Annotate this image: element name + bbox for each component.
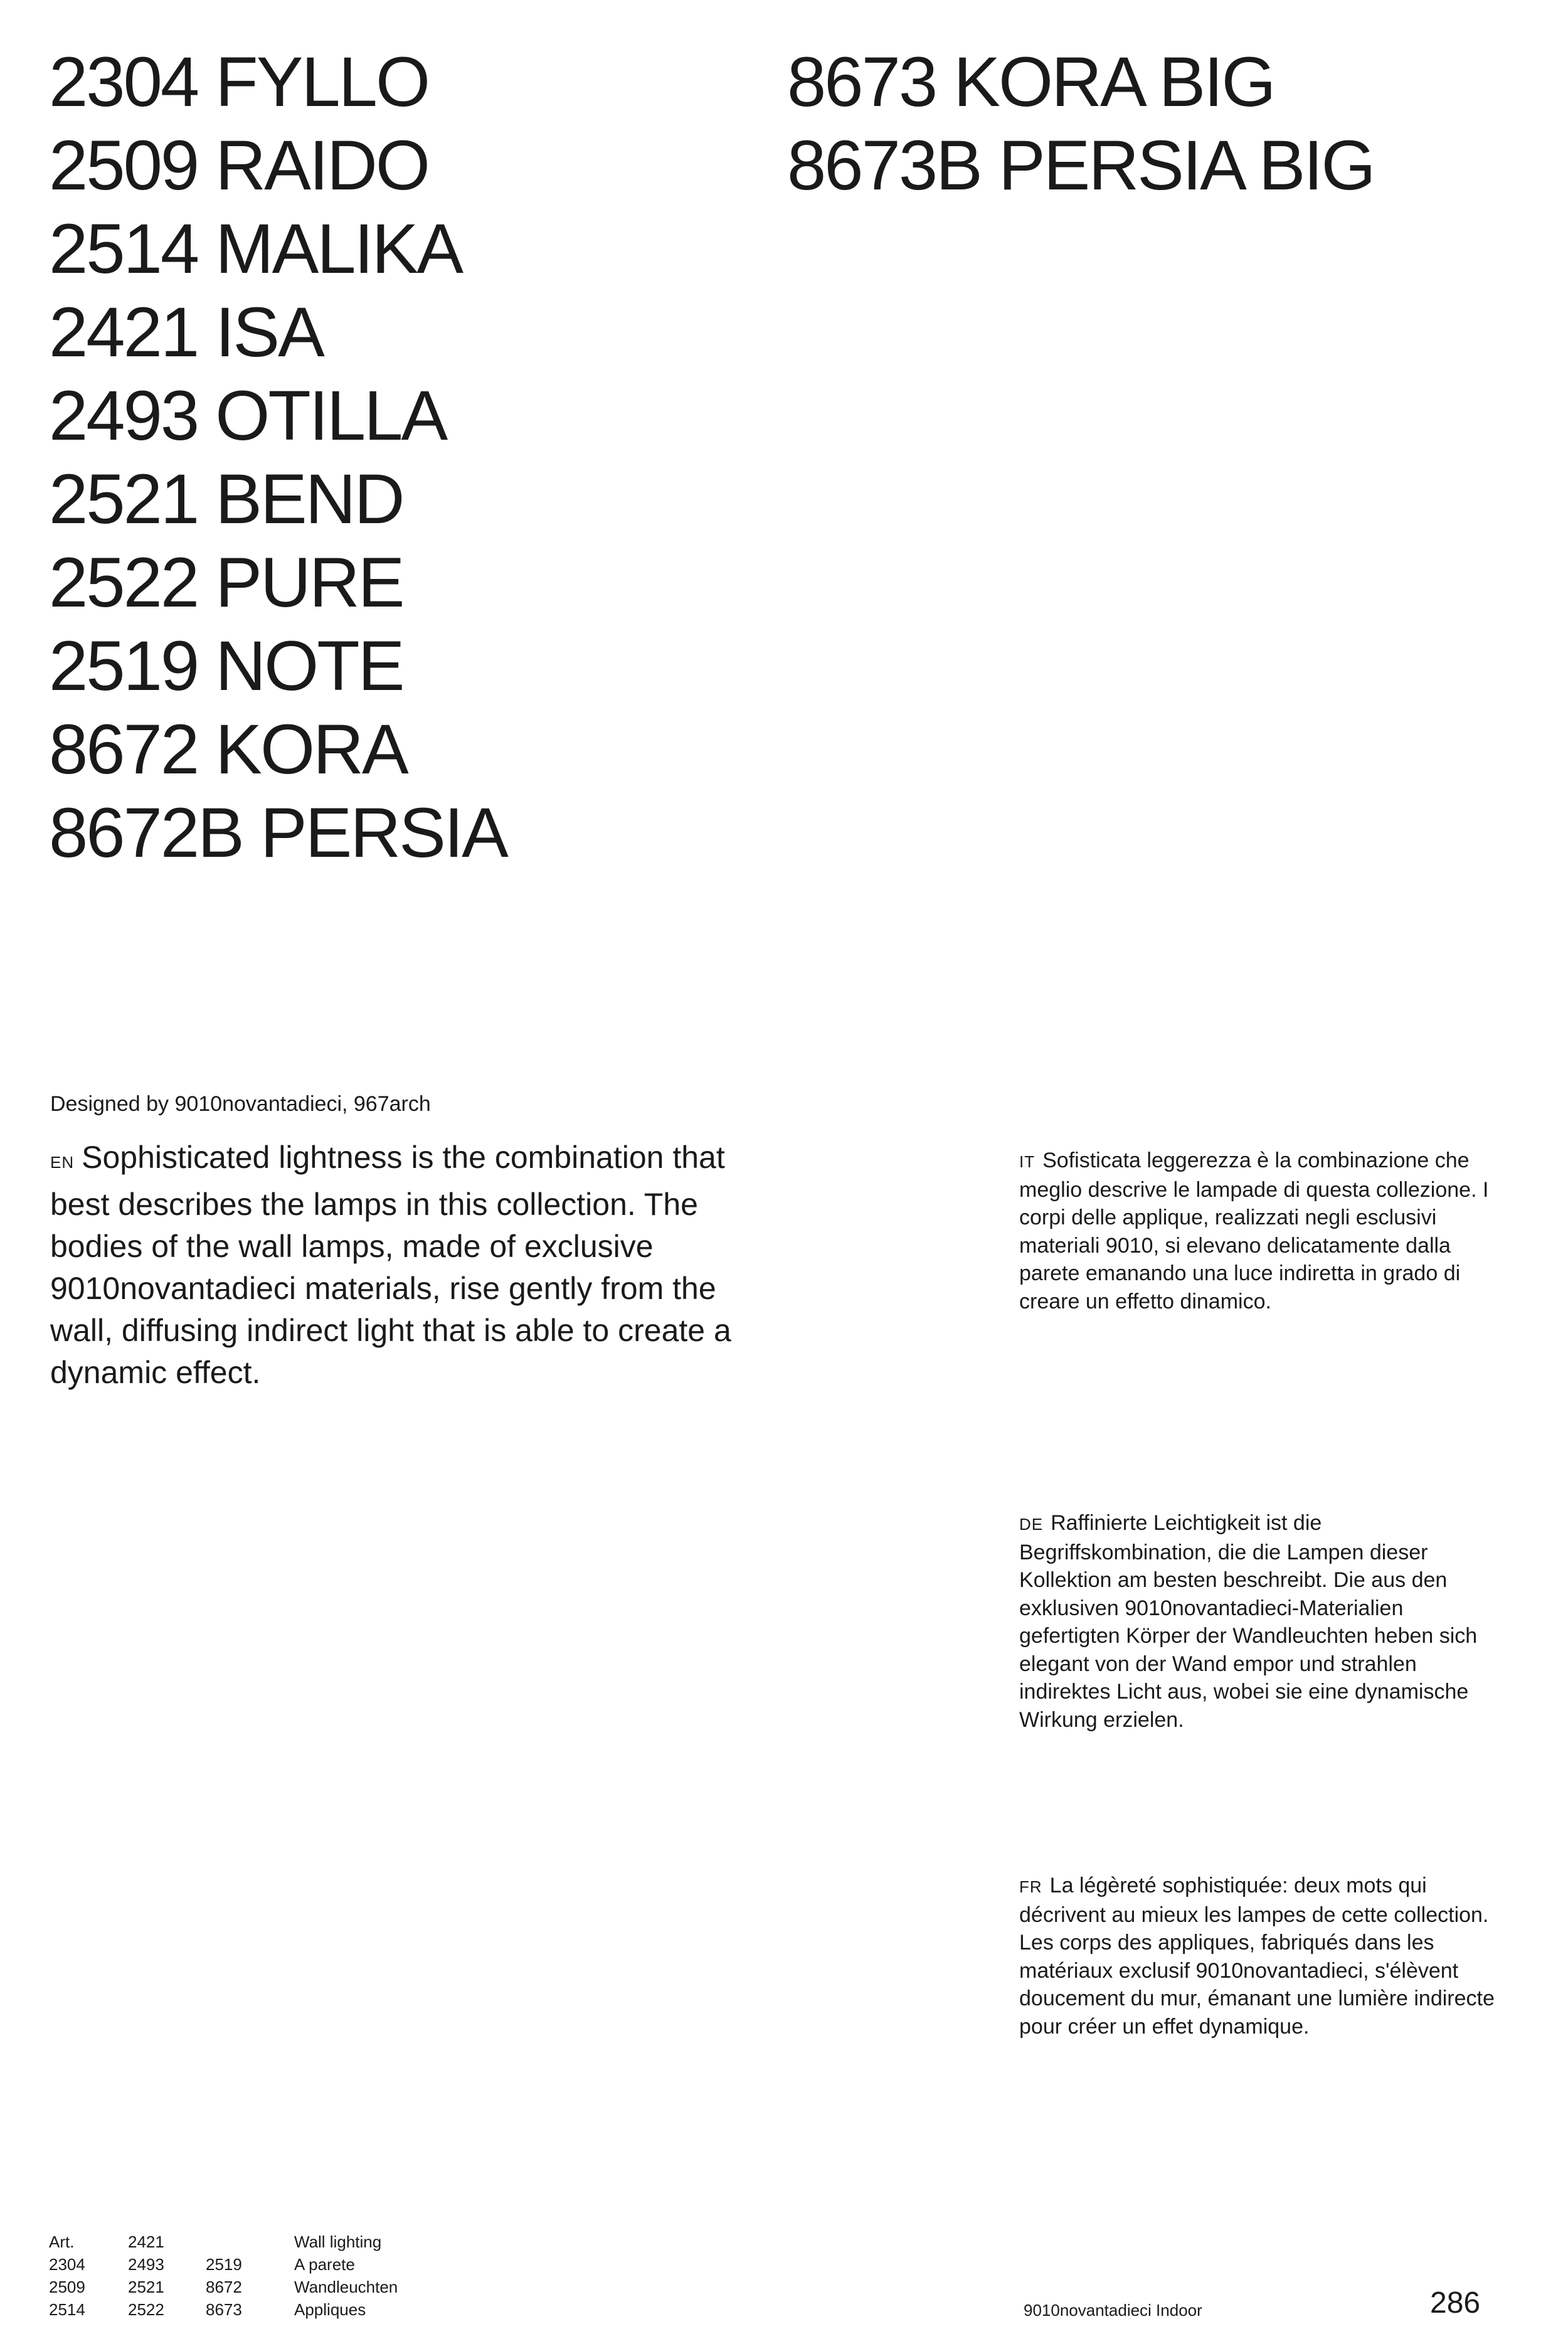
table-cell: 2522	[128, 2300, 164, 2319]
table-cell: 2304	[49, 2255, 85, 2274]
description-en	[50, 1137, 771, 1394]
table-row	[49, 2231, 432, 2253]
table-cell: 2509	[49, 2278, 85, 2296]
product-name: 8673 KORA BIG	[787, 43, 1274, 121]
language-tag-en: EN	[50, 1153, 75, 1172]
table-row	[49, 2253, 432, 2276]
language-tag-fr: FR	[1019, 1877, 1042, 1896]
product-list-right	[787, 40, 1374, 207]
description-it	[1019, 1147, 1508, 1315]
table-cell: 2493	[128, 2255, 164, 2274]
table-cell: Wandleuchten	[294, 2278, 398, 2296]
table-cell: 2519	[206, 2255, 242, 2274]
product-name: 2304 FYLLO	[49, 43, 429, 121]
page-number: 286	[1430, 2286, 1481, 2320]
description-de	[1019, 1509, 1508, 1734]
language-tag-it: IT	[1019, 1152, 1036, 1171]
description-de-text: Raffinierte Leichtigkeit ist die Begriffskombination, die die Lampen dieser Kollektion am besten beschreibt. Die aus den exklusiven 9010novantadieci-Materialien gefertigten Körper der Wandleuchten heben sich elegant von der Wand empor und strahlen indirektes Licht aus, wobei sie eine dynamische Wirkung erzielen.	[1019, 1511, 1478, 1732]
product-name: 2521 BEND	[49, 460, 403, 538]
product-name: 2514 MALIKA	[49, 210, 462, 288]
table-cell	[206, 2231, 294, 2253]
product-name: 2519 NOTE	[49, 627, 403, 705]
description-fr-text: La légèreté sophistiquée: deux mots qui décrivent au mieux les lampes de cette collection. Les corps des appliques, fabriqués dans les matériaux exclusif 9010novantadieci, s'élèvent doucement du mur, émanant une lumière indirecte pour créer un effet dynamique.	[1019, 1874, 1495, 2039]
product-name: 8672 KORA	[49, 710, 407, 788]
table-cell: Art.	[49, 2232, 75, 2251]
table-cell: Wall lighting	[294, 2232, 382, 2251]
product-name: 2493 OTILLA	[49, 376, 447, 455]
description-en-text: Sophisticated lightness is the combination that best describes the lamps in this collection. The bodies of the wall lamps, made of exclusive 9010novantadieci materials, rise gently from the wall, diffusing indirect light that is able to create a dynamic effect.	[50, 1140, 731, 1390]
table-cell: 2514	[49, 2300, 85, 2319]
table-cell: 2421	[128, 2232, 164, 2251]
description-fr	[1019, 1872, 1508, 2040]
table-row	[49, 2298, 432, 2321]
description-it-text: Sofisticata leggerezza è la combinazione che meglio descrive le lampade di questa collezione. I corpi delle applique, realizzati negli esclusivi materiali 9010, si elevano delicatamente dalla parete emanando una luce indiretta in grado di creare un effetto dinamico.	[1019, 1149, 1489, 1313]
designer-credit: Designed by 9010novantadieci, 967arch	[50, 1092, 431, 1116]
product-list-left	[49, 40, 507, 874]
product-name: 2509 RAIDO	[49, 126, 428, 204]
product-name: 8673B PERSIA BIG	[787, 126, 1374, 204]
table-cell: 8672	[206, 2278, 242, 2296]
table-row	[49, 2276, 432, 2298]
language-tag-de: DE	[1019, 1515, 1044, 1534]
product-name: 2421 ISA	[49, 293, 323, 371]
footer-brand: 9010novantadieci Indoor	[1024, 2301, 1202, 2320]
product-name: 8672B PERSIA	[49, 793, 507, 872]
article-table	[49, 2231, 432, 2321]
table-cell: Appliques	[294, 2300, 366, 2319]
table-cell: 2521	[128, 2278, 164, 2296]
product-name: 2522 PURE	[49, 543, 403, 622]
table-cell: A parete	[294, 2255, 355, 2274]
table-cell: 8673	[206, 2300, 242, 2319]
